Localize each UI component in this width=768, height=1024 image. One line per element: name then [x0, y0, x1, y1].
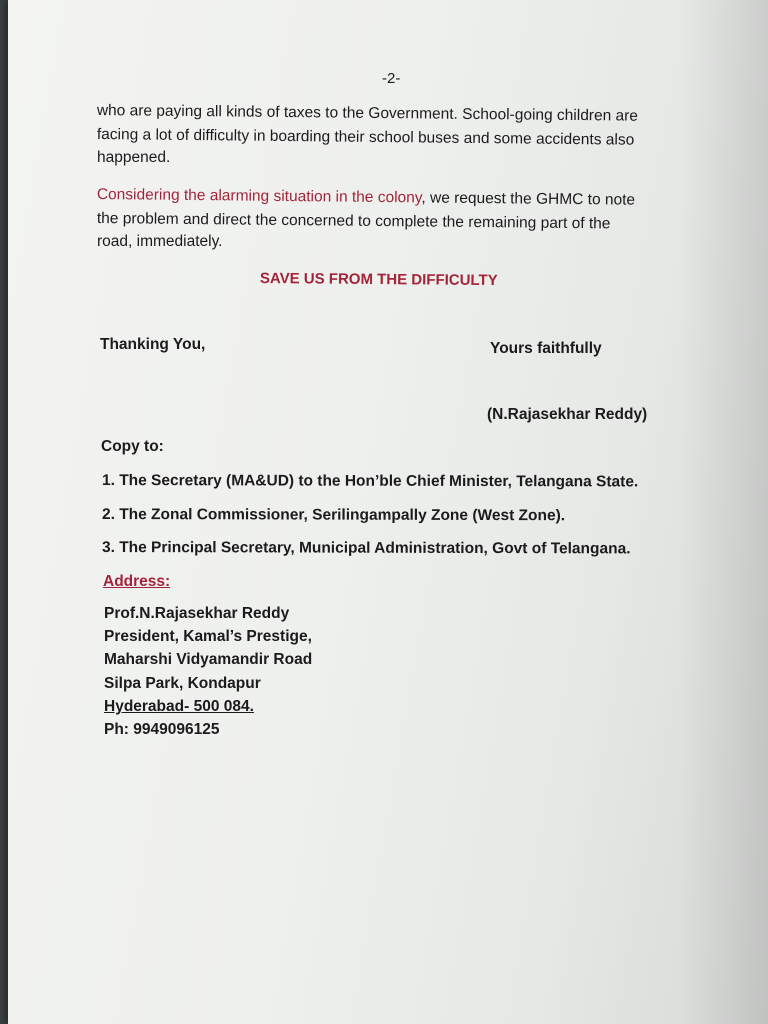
copy-to-item: 2. The Zonal Commissioner, Serilingampally Zone (West Zone). [101, 506, 566, 525]
yours-faithfully: Yours faithfully [490, 340, 602, 357]
copy-to-heading: Copy to: [101, 438, 164, 455]
para2-line3: road, immediately. [97, 233, 223, 250]
phone-number: Ph: 9949096125 [104, 721, 220, 738]
para1-line2: facing a lot of difficulty in boarding their school buses and some accidents also [96, 126, 635, 149]
page-number: -2- [382, 70, 401, 87]
para2-highlight: Considering the alarming situation in the colony [96, 186, 422, 207]
address-line: President, Kamal’s Prestige, [104, 628, 312, 645]
para2-line2: the problem and direct the concerned to complete the remaining part of the [96, 210, 611, 233]
address-line: Maharshi Vidyamandir Road [104, 651, 313, 668]
signature-name: (N.Rajasekhar Reddy) [487, 406, 648, 423]
para1-line1: who are paying all kinds of taxes to the Government. School-going children are [96, 102, 639, 125]
address-line: Hyderabad- 500 084. [104, 698, 254, 715]
headline: SAVE US FROM THE DIFFICULTY [259, 270, 498, 290]
address-line: Prof.N.Rajasekhar Reddy [104, 605, 290, 622]
para1-line3: happened. [97, 149, 171, 166]
para2-line1-rest: , we request the GHMC to note [421, 189, 636, 209]
copy-to-item: 1. The Secretary (MA&UD) to the Hon’ble Chief Minister, Telangana State. [101, 472, 639, 491]
para2-line1 [97, 186, 635, 210]
address-heading: Address: [103, 573, 171, 590]
copy-to-item: 3. The Principal Secretary, Municipal Administration, Govt of Telangana. [101, 539, 631, 558]
thanking-you: Thanking You, [100, 336, 206, 353]
address-line: Silpa Park, Kondapur [104, 675, 261, 692]
